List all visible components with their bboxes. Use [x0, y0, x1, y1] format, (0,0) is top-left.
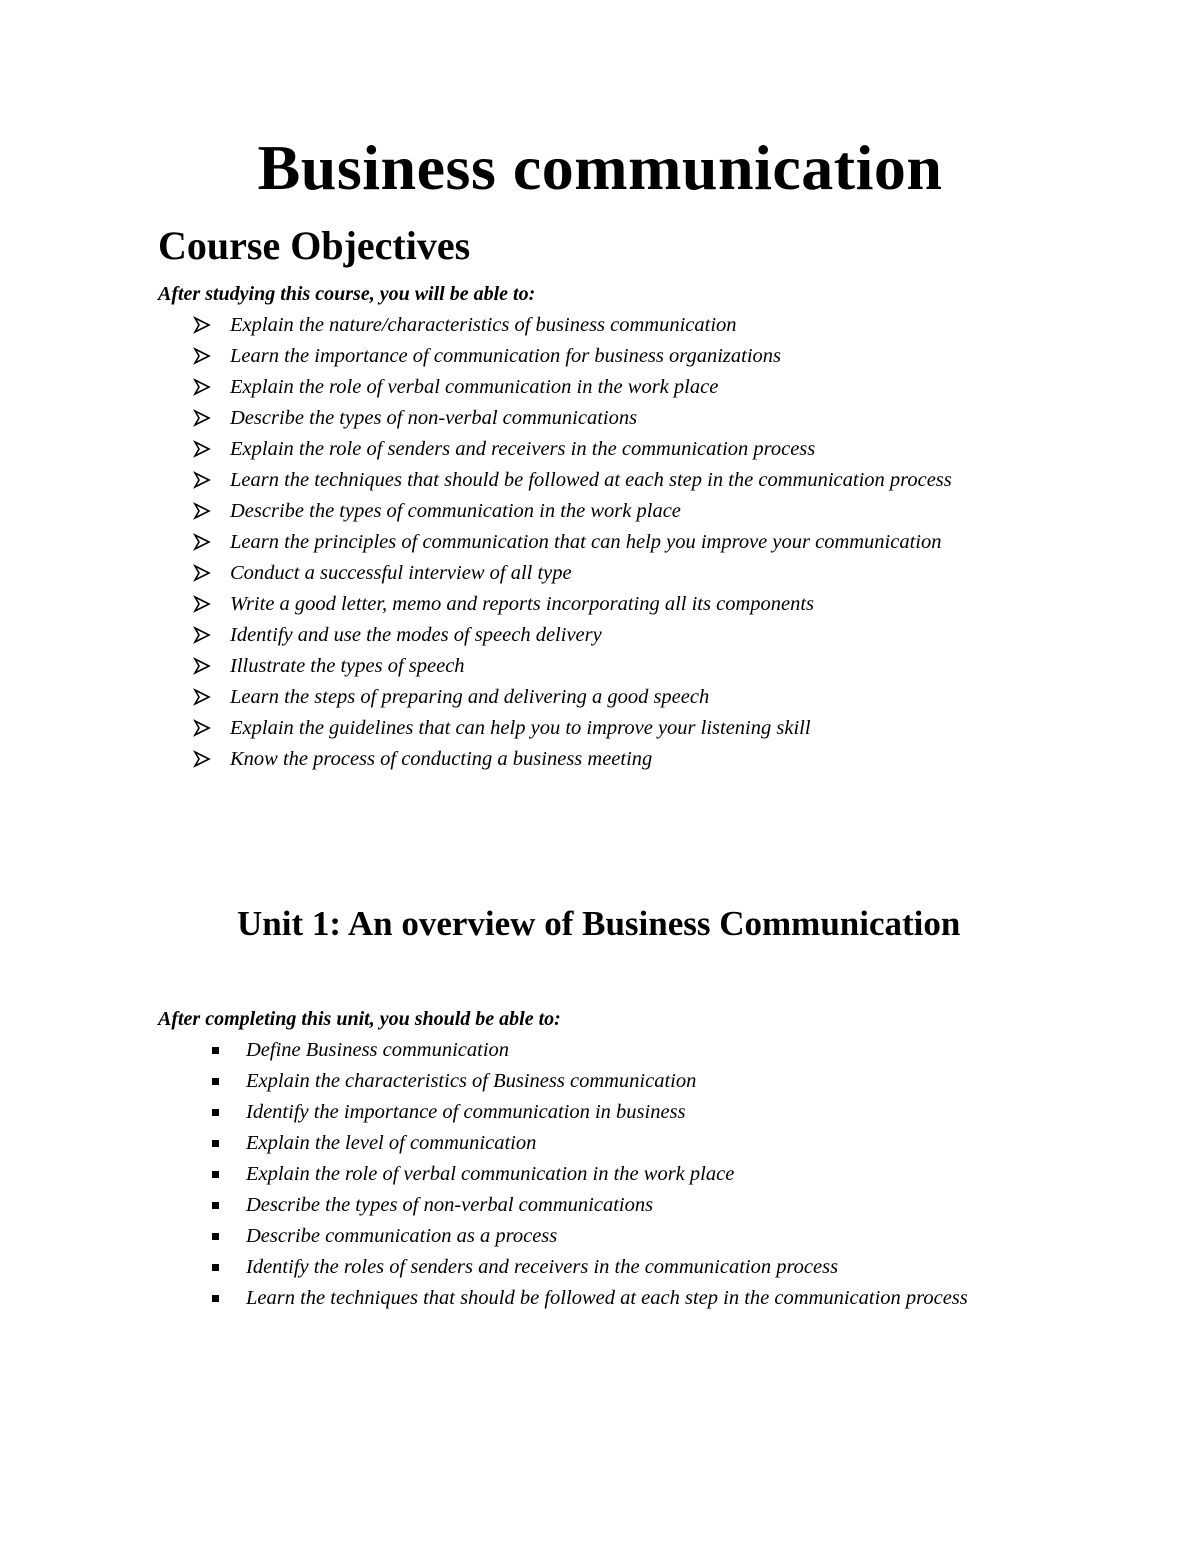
list-item-text: Explain the level of communication: [246, 1132, 537, 1154]
arrowhead-bullet-icon: [193, 713, 215, 744]
list-item: [193, 372, 1073, 403]
arrowhead-bullet-icon: [193, 372, 215, 403]
list-item: [193, 496, 1073, 527]
arrowhead-bullet-icon: [193, 496, 215, 527]
square-bullet-icon: [212, 1140, 219, 1147]
list-item: [208, 1190, 1060, 1221]
list-item-text: Identify the importance of communication in business: [246, 1101, 686, 1123]
list-item: [193, 744, 1073, 775]
list-item: [208, 1221, 1060, 1252]
square-bullet-icon: [212, 1202, 219, 1209]
list-item-text: Illustrate the types of speech: [230, 655, 465, 677]
list-item: [208, 1097, 1060, 1128]
course-objectives-list: [193, 310, 1073, 775]
list-item: [193, 682, 1073, 713]
list-item-text: Learn the importance of communication for business organizations: [230, 345, 782, 367]
list-item-text: Explain the characteristics of Business communication: [246, 1070, 697, 1092]
list-item: [208, 1035, 1060, 1066]
list-item-text: Identify and use the modes of speech delivery: [230, 624, 602, 646]
list-item: [193, 713, 1073, 744]
list-item: [208, 1252, 1060, 1283]
square-bullet-icon: [212, 1264, 219, 1271]
arrowhead-bullet-icon: [193, 341, 215, 372]
list-item: [208, 1159, 1060, 1190]
square-bullet-icon: [212, 1109, 219, 1116]
list-item: [193, 589, 1073, 620]
arrowhead-bullet-icon: [193, 589, 215, 620]
list-item-text: Explain the role of senders and receivers in the communication process: [230, 438, 816, 460]
list-item-text: Define Business communication: [246, 1039, 510, 1061]
square-bullet-icon: [212, 1078, 219, 1085]
list-item-text: Describe the types of non-verbal communications: [246, 1194, 654, 1216]
arrowhead-bullet-icon: [193, 620, 215, 651]
square-bullet-icon: [212, 1233, 219, 1240]
list-item-text: Explain the guidelines that can help you to improve your listening skill: [230, 717, 811, 739]
list-item-text: Learn the steps of preparing and delivering a good speech: [230, 686, 710, 708]
list-item-text: Identify the roles of senders and receivers in the communication process: [246, 1256, 839, 1278]
arrowhead-bullet-icon: [193, 651, 215, 682]
list-item: [193, 310, 1073, 341]
list-item: [193, 558, 1073, 589]
list-item: [193, 527, 1073, 558]
list-item: [193, 403, 1073, 434]
list-item: [208, 1128, 1060, 1159]
list-item-text: Describe communication as a process: [246, 1225, 558, 1247]
arrowhead-bullet-icon: [193, 744, 215, 775]
list-item-text: Write a good letter, memo and reports incorporating all its components: [230, 593, 815, 615]
list-item: [193, 434, 1073, 465]
square-bullet-icon: [212, 1171, 219, 1178]
list-item: [193, 651, 1073, 682]
list-item: [193, 620, 1073, 651]
arrowhead-bullet-icon: [193, 403, 215, 434]
list-item-text: Know the process of conducting a business meeting: [230, 748, 653, 770]
square-bullet-icon: [212, 1047, 219, 1054]
list-item-text: Describe the types of communication in the work place: [230, 500, 681, 522]
list-item-text: Learn the techniques that should be followed at each step in the communication process: [246, 1287, 968, 1309]
list-item-text: Learn the techniques that should be followed at each step in the communication process: [230, 469, 952, 491]
list-item-text: Explain the role of verbal communication in the work place: [246, 1163, 735, 1185]
arrowhead-bullet-icon: [193, 434, 215, 465]
list-item-text: Learn the principles of communication that can help you improve your communication: [230, 531, 942, 553]
arrowhead-bullet-icon: [193, 682, 215, 713]
list-item: [208, 1283, 1060, 1314]
list-item: [193, 341, 1073, 372]
list-item-text: Explain the nature/characteristics of business communication: [230, 314, 737, 336]
document-title: Business communication: [257, 132, 943, 203]
arrowhead-bullet-icon: [193, 527, 215, 558]
list-item: [208, 1066, 1060, 1097]
course-objectives-intro: After studying this course, you will be able to:: [158, 283, 536, 305]
list-item-text: Conduct a successful interview of all type: [230, 562, 572, 584]
arrowhead-bullet-icon: [193, 310, 215, 341]
unit-objectives-intro: After completing this unit, you should be able to:: [158, 1008, 561, 1030]
list-item: [193, 465, 1073, 496]
arrowhead-bullet-icon: [193, 465, 215, 496]
unit-objectives-list: [208, 1035, 1060, 1314]
list-item-text: Explain the role of verbal communication in the work place: [230, 376, 719, 398]
square-bullet-icon: [212, 1295, 219, 1302]
arrowhead-bullet-icon: [193, 558, 215, 589]
list-item-text: Describe the types of non-verbal communications: [230, 407, 638, 429]
unit-1-heading: Unit 1: An overview of Business Communication: [237, 904, 961, 943]
course-objectives-heading: Course Objectives: [158, 223, 471, 268]
